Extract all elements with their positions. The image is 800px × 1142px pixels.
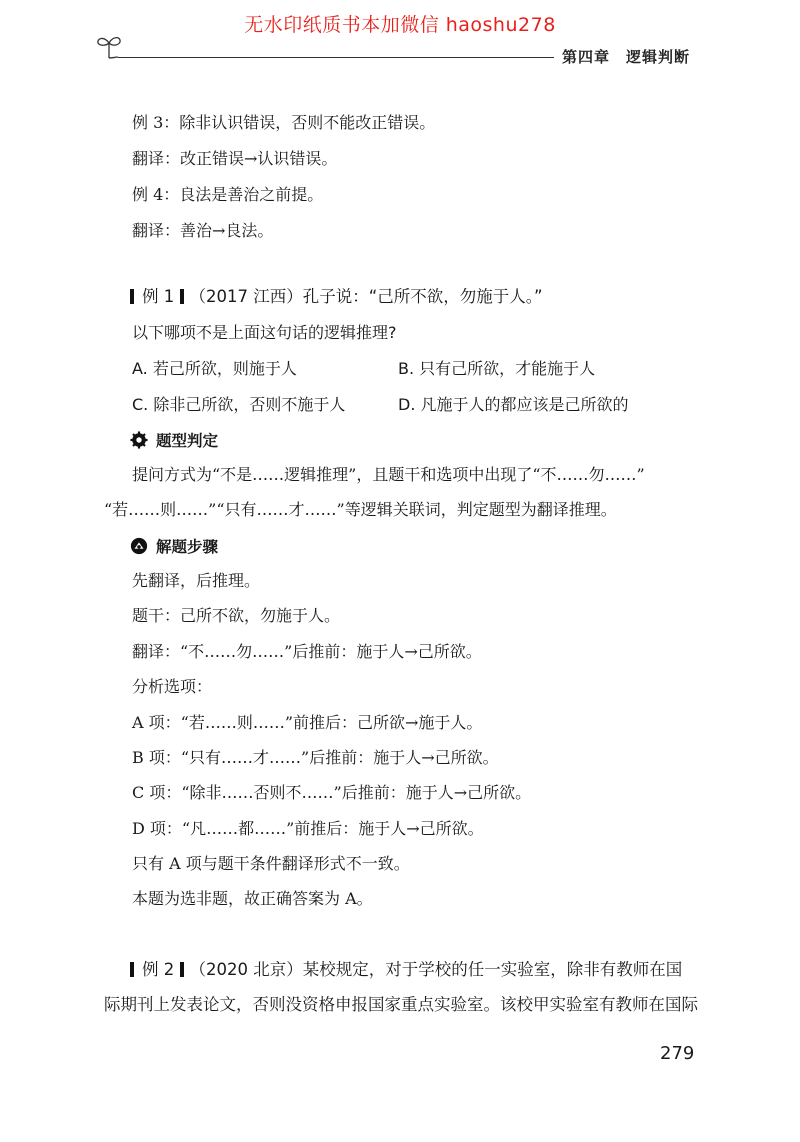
example1-question: 以下哪项不是上面这句话的逻辑推理?: [132, 323, 397, 342]
step-line: A 项：“若……则……”前推后：己所欲→施于人。: [132, 713, 483, 732]
step-line: C 项：“除非……否则不……”后推前：施于人→己所欲。: [132, 783, 532, 802]
sprout-icon: [94, 30, 124, 60]
heading-bar-left: [130, 289, 134, 304]
type-line: 提问方式为“不是……逻辑推理”，且题干和选项中出现了“不……勿……”: [132, 465, 645, 484]
steps-section-heading: [130, 535, 218, 557]
steps-section-title: 解题步骤: [156, 538, 219, 556]
chapter-title: 第四章 逻辑判断: [562, 48, 691, 66]
option-c: C. 除非己所欲，否则不施于人: [132, 395, 346, 414]
step-line: B 项：“只有……才……”后推前：施于人→己所欲。: [132, 748, 499, 767]
step-line: 本题为选非题，故正确答案为 A。: [132, 889, 373, 908]
header-rule: [118, 57, 554, 58]
option-a: A. 若己所欲，则施于人: [132, 359, 297, 378]
heading-bar-right: [180, 289, 184, 304]
page-number: 279: [660, 1043, 695, 1064]
type-section-heading: [130, 429, 218, 451]
example2-text-continued: 际期刊上发表论文，否则没资格申报国家重点实验室。该校甲实验室有教师在国际: [104, 995, 698, 1014]
type-line: “若……则……”“只有……才……”等逻辑关联词，判定题型为翻译推理。: [104, 500, 617, 519]
intro-line: 例 3：除非认识错误，否则不能改正错误。: [132, 113, 436, 132]
watermark-text: 无水印纸质书本加微信 haoshu278: [244, 14, 556, 36]
option-b: B. 只有己所欲，才能施于人: [398, 359, 596, 378]
step-line: 翻译：“不……勿……”后推前：施于人→己所欲。: [132, 642, 482, 661]
step-line: D 项：“凡……都……”前推后：施于人→己所欲。: [132, 819, 484, 838]
type-section-title: 题型判定: [156, 432, 219, 450]
steps-icon: [130, 537, 148, 555]
intro-line: 翻译：善治→良法。: [132, 221, 274, 240]
heading-bar-right: [180, 962, 184, 977]
step-line: 题干：己所不欲，勿施于人。: [132, 606, 341, 625]
option-d: D. 凡施于人的都应该是己所欲的: [398, 395, 629, 414]
heading-bar-left: [130, 962, 134, 977]
example2-label: 例 2: [142, 960, 175, 979]
example2-heading: [130, 959, 682, 981]
step-line: 只有 A 项与题干条件翻译形式不一致。: [132, 854, 410, 873]
gear-icon: [130, 431, 148, 449]
example2-text: （2020 北京）某校规定，对于学校的任一实验室，除非有教师在国: [189, 960, 683, 979]
intro-line: 翻译：改正错误→认识错误。: [132, 149, 338, 168]
example1-text: （2017 江西）孔子说：“己所不欲，勿施于人。”: [189, 287, 543, 306]
example1-heading: [130, 286, 543, 308]
example1-label: 例 1: [142, 287, 175, 306]
step-line: 分析选项：: [132, 677, 213, 696]
step-line: 先翻译，后推理。: [132, 571, 261, 590]
intro-line: 例 4：良法是善治之前提。: [132, 185, 324, 204]
